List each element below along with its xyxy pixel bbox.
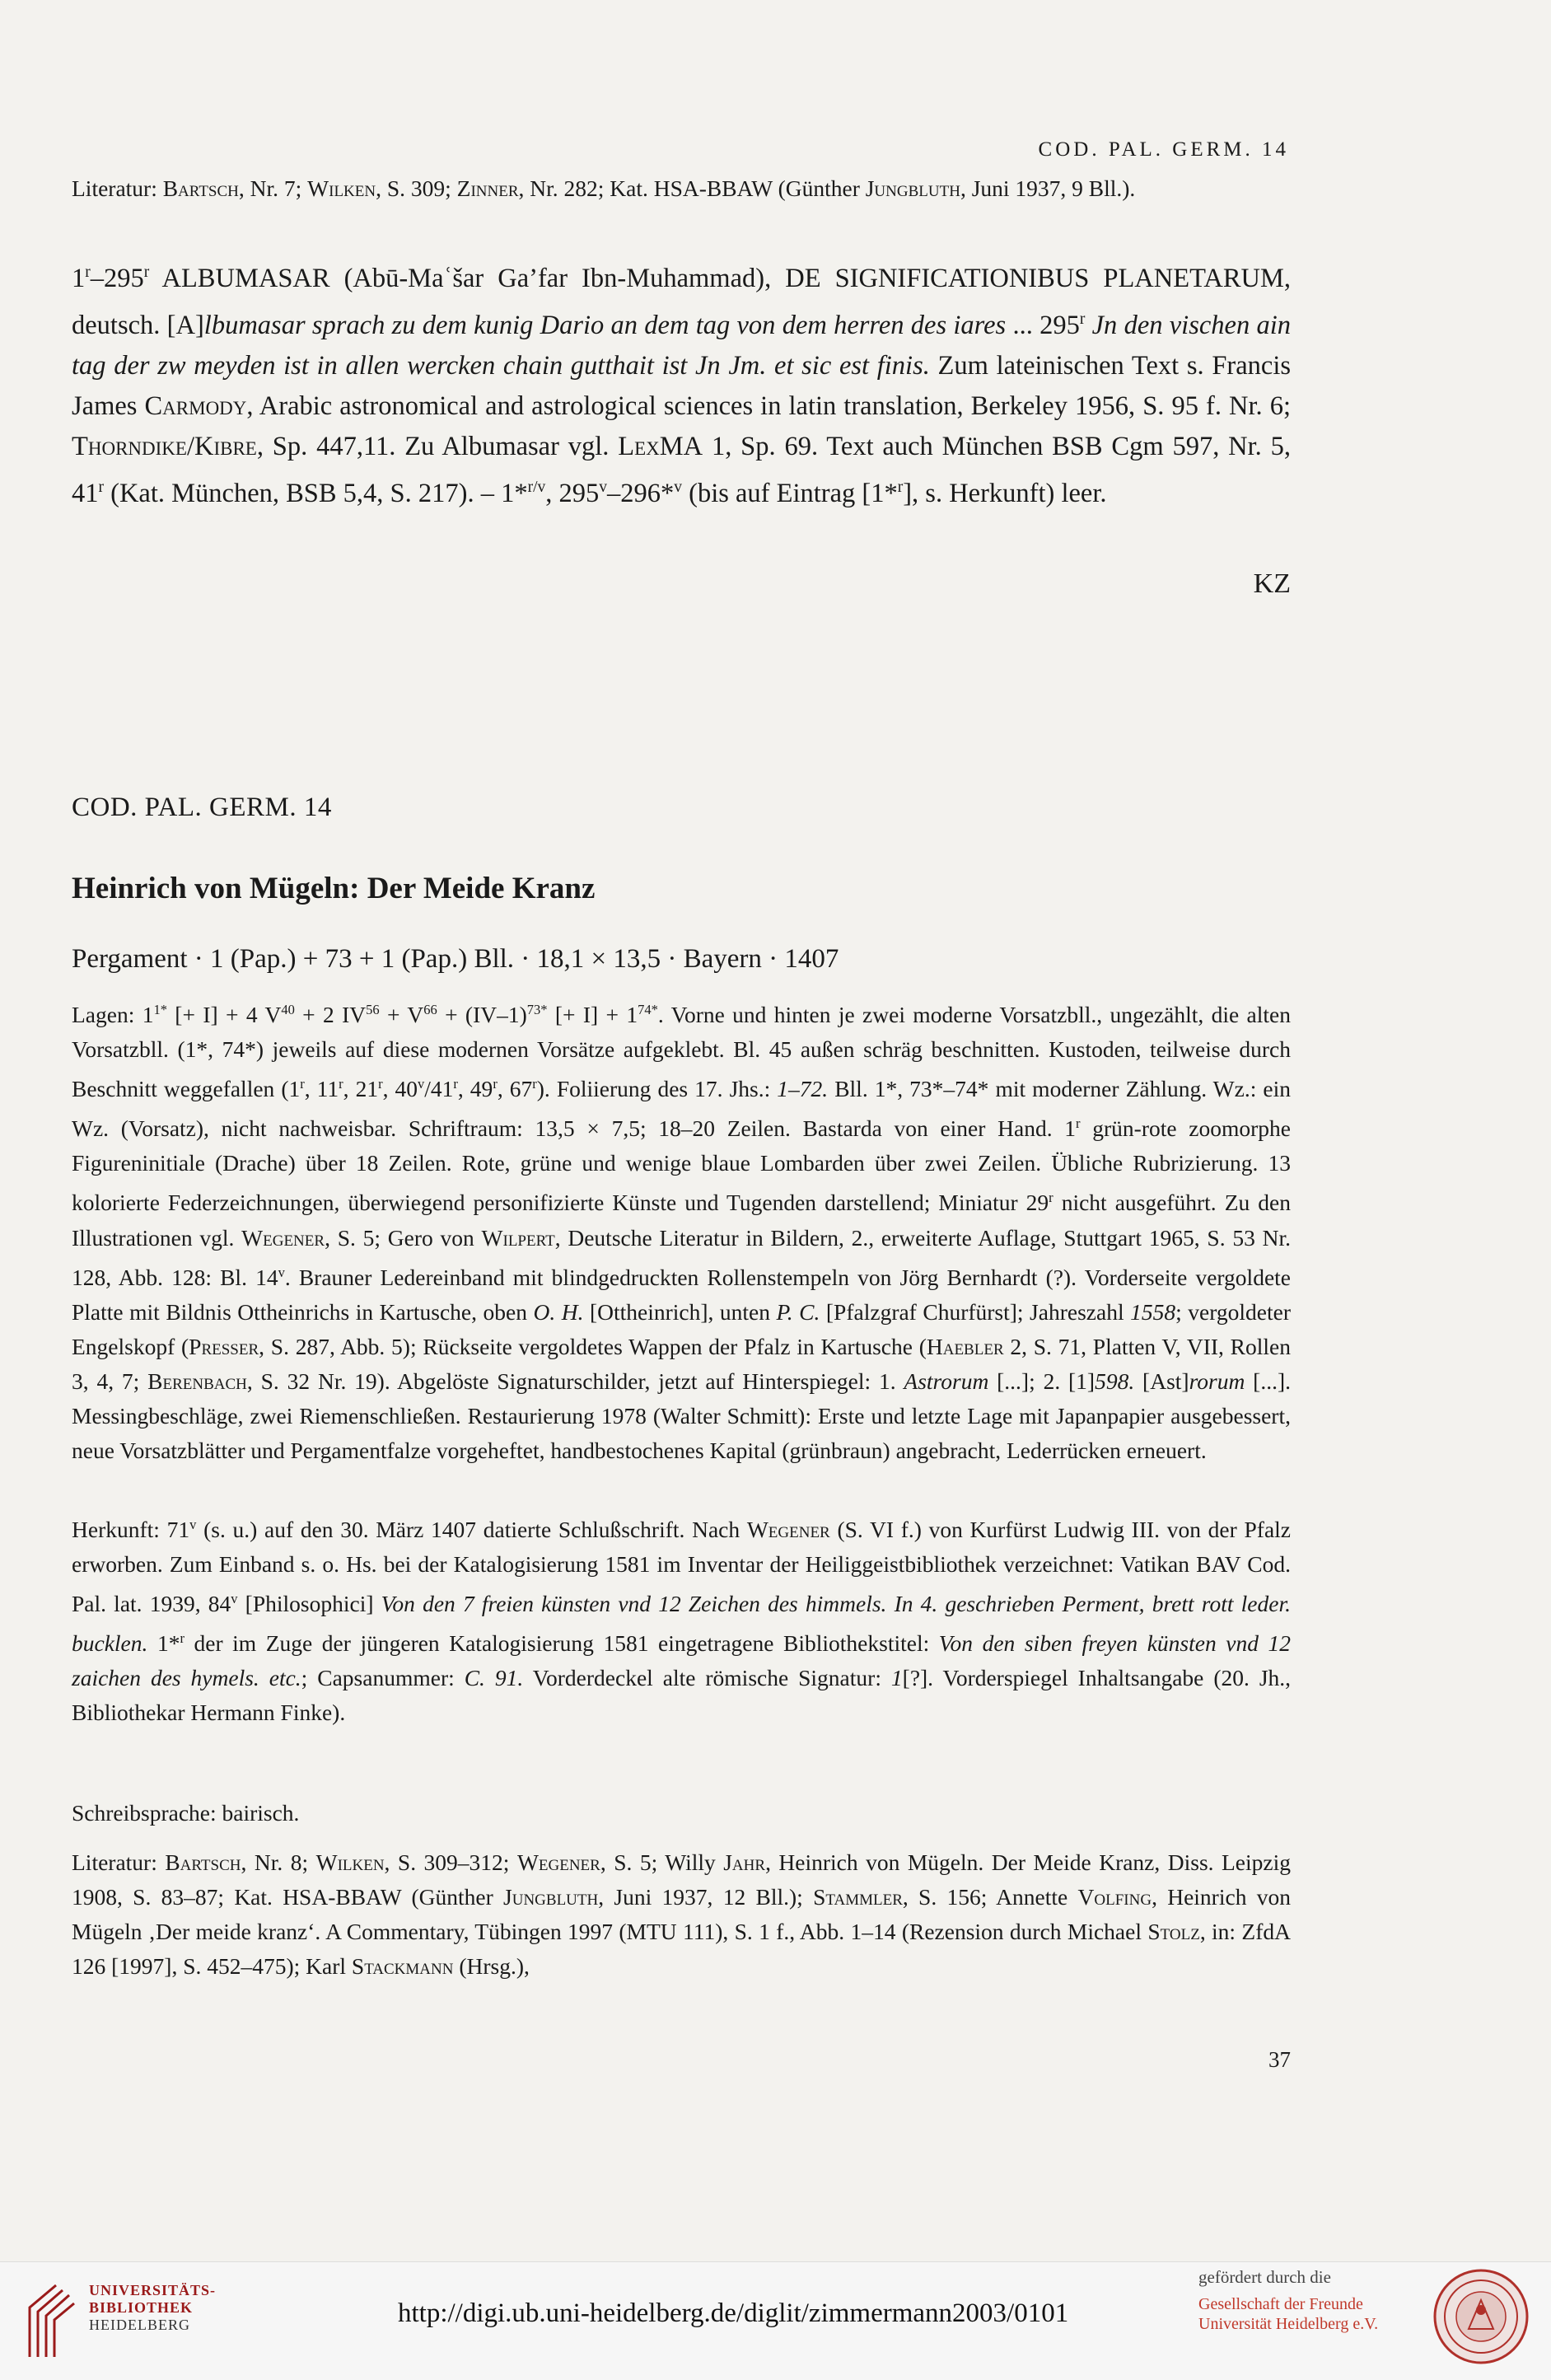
library-logo-icon [23, 2279, 81, 2361]
albumasar-entry: 1$^r$–295$^r$ ALBUMASAR (Abū-Maʿšar Ga’far Ibn-Muhammad), DE SIGNIFICATIONIBUS PLANETARUM, deutsch. [A]lbumasar sprach zu dem kunig Dario an dem tag von dem herren des iares ... 295$^r$ Jn den vischen ain tag der zw meyden ist in allen wercken chain gutthait ist Jn Jm. et sic est finis. Zum lateinischen Text s. Francis James Carmody, Arabic astronomical and astrological sciences in latin translation, Berkeley 1956, S. 95 f. Nr. 6; Thorndike/Kibre, Sp. 447,11. Zu Albumasar vgl. LexMA 1, Sp. 69. Text auch München BSB Cgm 597, Nr. 5, 41$^r$ (Kat. München, BSB 5,4, S. 217). – 1*$^{r/v}$, 295$^v$–296*$^v$ (bis auf Eintrag [1*$^r$], s. Herkunft) leer. [72, 263, 1291, 508]
library-line-3: HEIDELBERG [89, 2317, 190, 2333]
schreibsprache: Schreibsprache: bairisch. [72, 1800, 300, 1826]
university-seal-icon [1432, 2267, 1530, 2366]
society-name [1198, 2294, 1378, 2334]
literature-previous: Literatur: Bartsch, Nr. 7; Wilken, S. 309; Zinner, Nr. 282; Kat. HSA-BBAW (Günther Jungbluth, Juni 1937, 9 Bll.). [72, 175, 1136, 201]
running-head: COD. PAL. GERM. 14 [1038, 138, 1289, 161]
library-name [89, 2282, 216, 2334]
lagen-paragraph: Lagen: $1^{1*}$ [+ I] + 4 $V^{40} + 2$ $IV^{56} + V^{66} + (IV-1)^{73*}$ [+ $I] + 1^{74*}$. Vorne und hinten je zwei moderne Vorsatzbll., ungezählt, die alten Vorsatzbll. (1*, 74*) jeweils auf diese modernen Vorsätze aufgeklebt. Bl. 45 außen schräg beschnitten. Kustoden, teilweise durch Beschnitt weggefallen (1$^r$, 11$^r$, 21$^r$, 40$^v$/41$^r$, 49$^r$, 67$^r$). Foliierung des 17. Jhs.: 1–72. Bll. 1*, 73*–74* mit moderner Zählung. Wz.: ein Wz. (Vorsatz), nicht nachweisbar. Schriftraum: 13,5 × 7,5; 18–20 Zeilen. Bastarda von einer Hand. 1$^r$ grün-rote zoomorphe Figureninitiale (Drache) über 18 Zeilen. Rote, grüne und wenige blaue Lombarden über zwei Zeilen. Übliche Rubrizierung. 13 kolorierte Federzeichnungen, überwiegend personifizierte Künste und Tugenden darstellend; Miniatur 29$^r$ nicht ausgeführt. Zu den Illustrationen vgl. Wegener, S. 5; Gero von Wilpert, Deutsche Literatur in Bildern, 2., erweiterte Auflage, Stuttgart 1965, S. 53 Nr. 128, Abb. 128: Bl. 14$^v$. Brauner Ledereinband mit blindgedruckten Rollenstempeln von Jörg Bernhardt (?). Vorderseite vergoldete Platte mit Bildnis Ottheinrichs in Kartusche, oben O. H. [Ottheinrich], unten P. C. [Pfalzgraf Churfürst]; Jahreszahl 1558; vergoldeter Engelskopf (Presser, S. 287, Abb. 5); Rückseite vergoldetes Wappen der Pfalz in Kartusche (Haebler 2, S. 71, Platten V, VII, Rollen 3, 4, 7; Berenbach, S. 32 Nr. 19). Abgelöste Signaturschilder, jetzt auf Hinterspiegel: 1. Astrorum [...]; 2. [1]598. [Ast]rorum [...]. Messingbeschläge, zwei Riemenschließen. Restaurierung 1978 (Walter Schmitt): Erste und letzte Lage mit Japanpapier ausgebessert, neue Vorsatzblätter und Pergamentfalze vorgeheftet, handbestochenes Kapital (grünbraun) angebracht, Lederrücken erneuert. [72, 1002, 1292, 1463]
page-number: 37 [1268, 2047, 1291, 2072]
section-title: COD. PAL. GERM. 14 [72, 793, 332, 822]
editor-initials: KZ [1253, 568, 1291, 599]
funded-by-label: gefördert durch die [1198, 2267, 1331, 2287]
society-line-2: Universität Heidelberg e.V. [1198, 2315, 1379, 2333]
literature-paragraph: Literatur: Bartsch, Nr. 8; Wilken, S. 309–312; Wegener, S. 5; Willy Jahr, Heinrich von Mügeln. Der Meide Kranz, Diss. Leipzig 1908, S. 83–87; Kat. HSA-BBAW (Günther Jungbluth, Juni 1937, 12 Bll.); Stammler, S. 156; Annette Volfing, Heinrich von Mügeln ‚Der meide kranz‘. A Commentary, Tübingen 1997 (MTU 111), S. 1 f., Abb. 1–14 (Rezension durch Michael Stolz, in: ZfdA 126 [1997], S. 452–475); Karl Stackmann (Hrsg.), [72, 1849, 1292, 1979]
codicological-facts: Pergament · 1 (Pap.) + 73 + 1 (Pap.) Bll. · 18,1 × 13,5 · Bayern · 1407 [72, 944, 839, 974]
society-line-1: Gesellschaft der Freunde [1198, 2295, 1363, 2313]
herkunft-paragraph: Herkunft: 71$^v$ (s. u.) auf den 30. März 1407 datierte Schlußschrift. Nach Wegener (S. VI f.) von Kurfürst Ludwig III. von der Pfalz erworben. Zum Einband s. o. Hs. bei der Katalogisierung 1581 im Inventar der Heiliggeistbibliothek verzeichnet: Vatikan BAV Cod. Pal. lat. 1939, 84$^v$ [Philosophici] Von den 7 freien künsten vnd 12 Zeichen des himmels. In 4. geschrieben Perment, brett rott leder. bucklen. 1*$^r$ der im Zuge der jüngeren Katalogisierung 1581 eingetragene Bibliothekstitel: Von den siben freyen künsten vnd 12 zaichen des hymels. etc.; Capsanummer: C. 91. Vorderdeckel alte römische Signatur: 1[?]. Vorderspiegel Inhaltsangabe (20. Jh., Bibliothekar Hermann Finke). [72, 1517, 1292, 1726]
library-line-2: BIBLIOTHEK [89, 2299, 194, 2316]
permalink-url[interactable]: http://digi.ub.uni-heidelberg.de/diglit/zimmermann2003/0101 [398, 2298, 1069, 2328]
work-title: Heinrich von Mügeln: Der Meide Kranz [72, 872, 596, 905]
library-line-1: UNIVERSITÄTS- [89, 2282, 217, 2298]
